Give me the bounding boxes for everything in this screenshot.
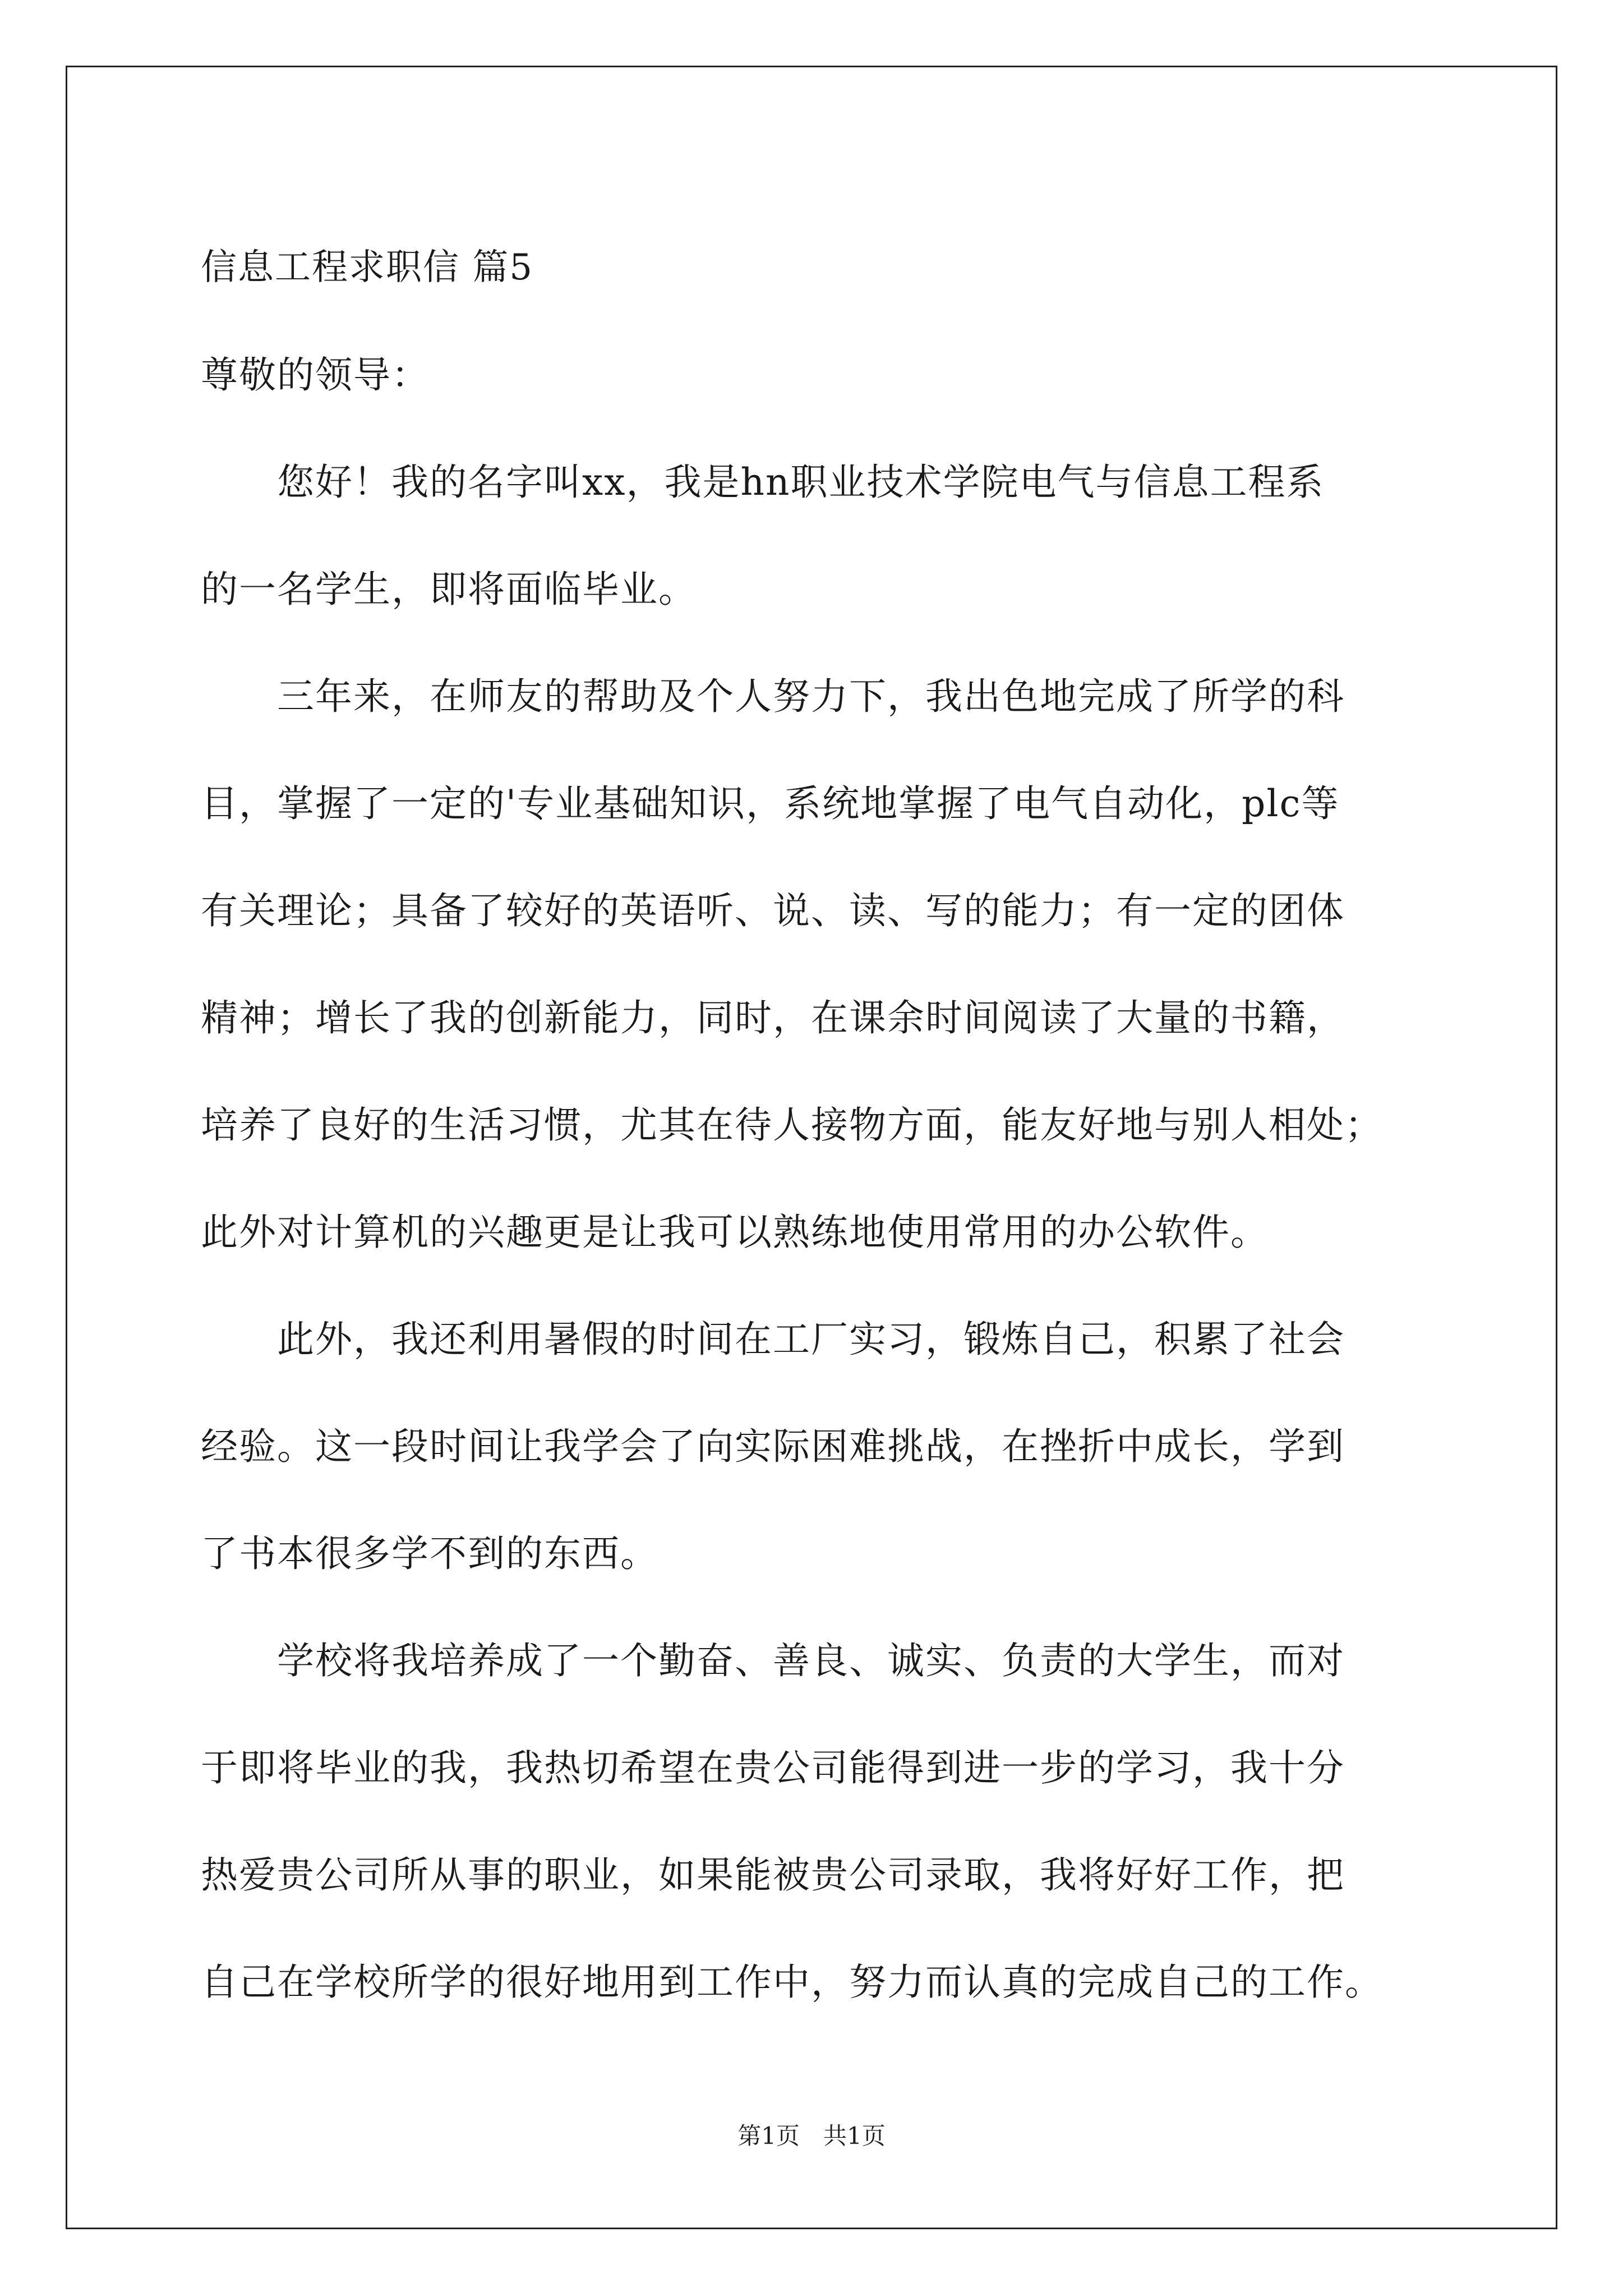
body-line-10: 经验。这一段时间让我学会了向实际困难挑战，在挫折中成长，学到 [201,1425,1345,1468]
body-line-11: 了书本很多学不到的东西。 [201,1532,658,1575]
body-line-3: 三年来，在师友的帮助及个人努力下，我出色地完成了所学的科 [201,675,1345,718]
body-line-9: 此外，我还利用暑假的时间在工厂实习，锻炼自己，积累了社会 [201,1318,1345,1361]
page-footer: 第1页 共1页 [737,2122,886,2150]
salutation: 尊敬的领导： [201,353,430,397]
body-line-14: 热爱贵公司所从事的职业，如果能被贵公司录取，我将好好工作，把 [201,1853,1345,1897]
body-line-7: 培养了良好的生活习惯，尤其在待人接物方面，能友好地与别人相处； [201,1103,1383,1147]
body-line-4: 目，掌握了一定的'专业基础知识，系统地掌握了电气自动化，plc等 [201,782,1340,825]
document-title: 信息工程求职信 篇5 [201,247,534,288]
body-line-15: 自己在学校所学的很好地用到工作中，努力而认真的完成自己的工作。 [201,1961,1383,2004]
body-line-12: 学校将我培养成了一个勤奋、善良、诚实、负责的大学生，而对 [201,1639,1345,1682]
letter-body [201,214,1435,2036]
body-line-8: 此外对计算机的兴趣更是让我可以熟练地使用常用的办公软件。 [201,1211,1269,1254]
body-line-5: 有关理论；具备了较好的英语听、说、读、写的能力；有一定的团体 [201,889,1345,932]
body-line-13: 于即将毕业的我，我热切希望在贵公司能得到进一步的学习，我十分 [201,1746,1345,1789]
body-line-2: 的一名学生，即将面临毕业。 [201,568,697,611]
body-line-1: 您好！我的名字叫xx，我是hn职业技术学院电气与信息工程系 [201,461,1325,504]
body-line-6: 精神；增长了我的创新能力，同时，在课余时间阅读了大量的书籍， [201,996,1345,1039]
